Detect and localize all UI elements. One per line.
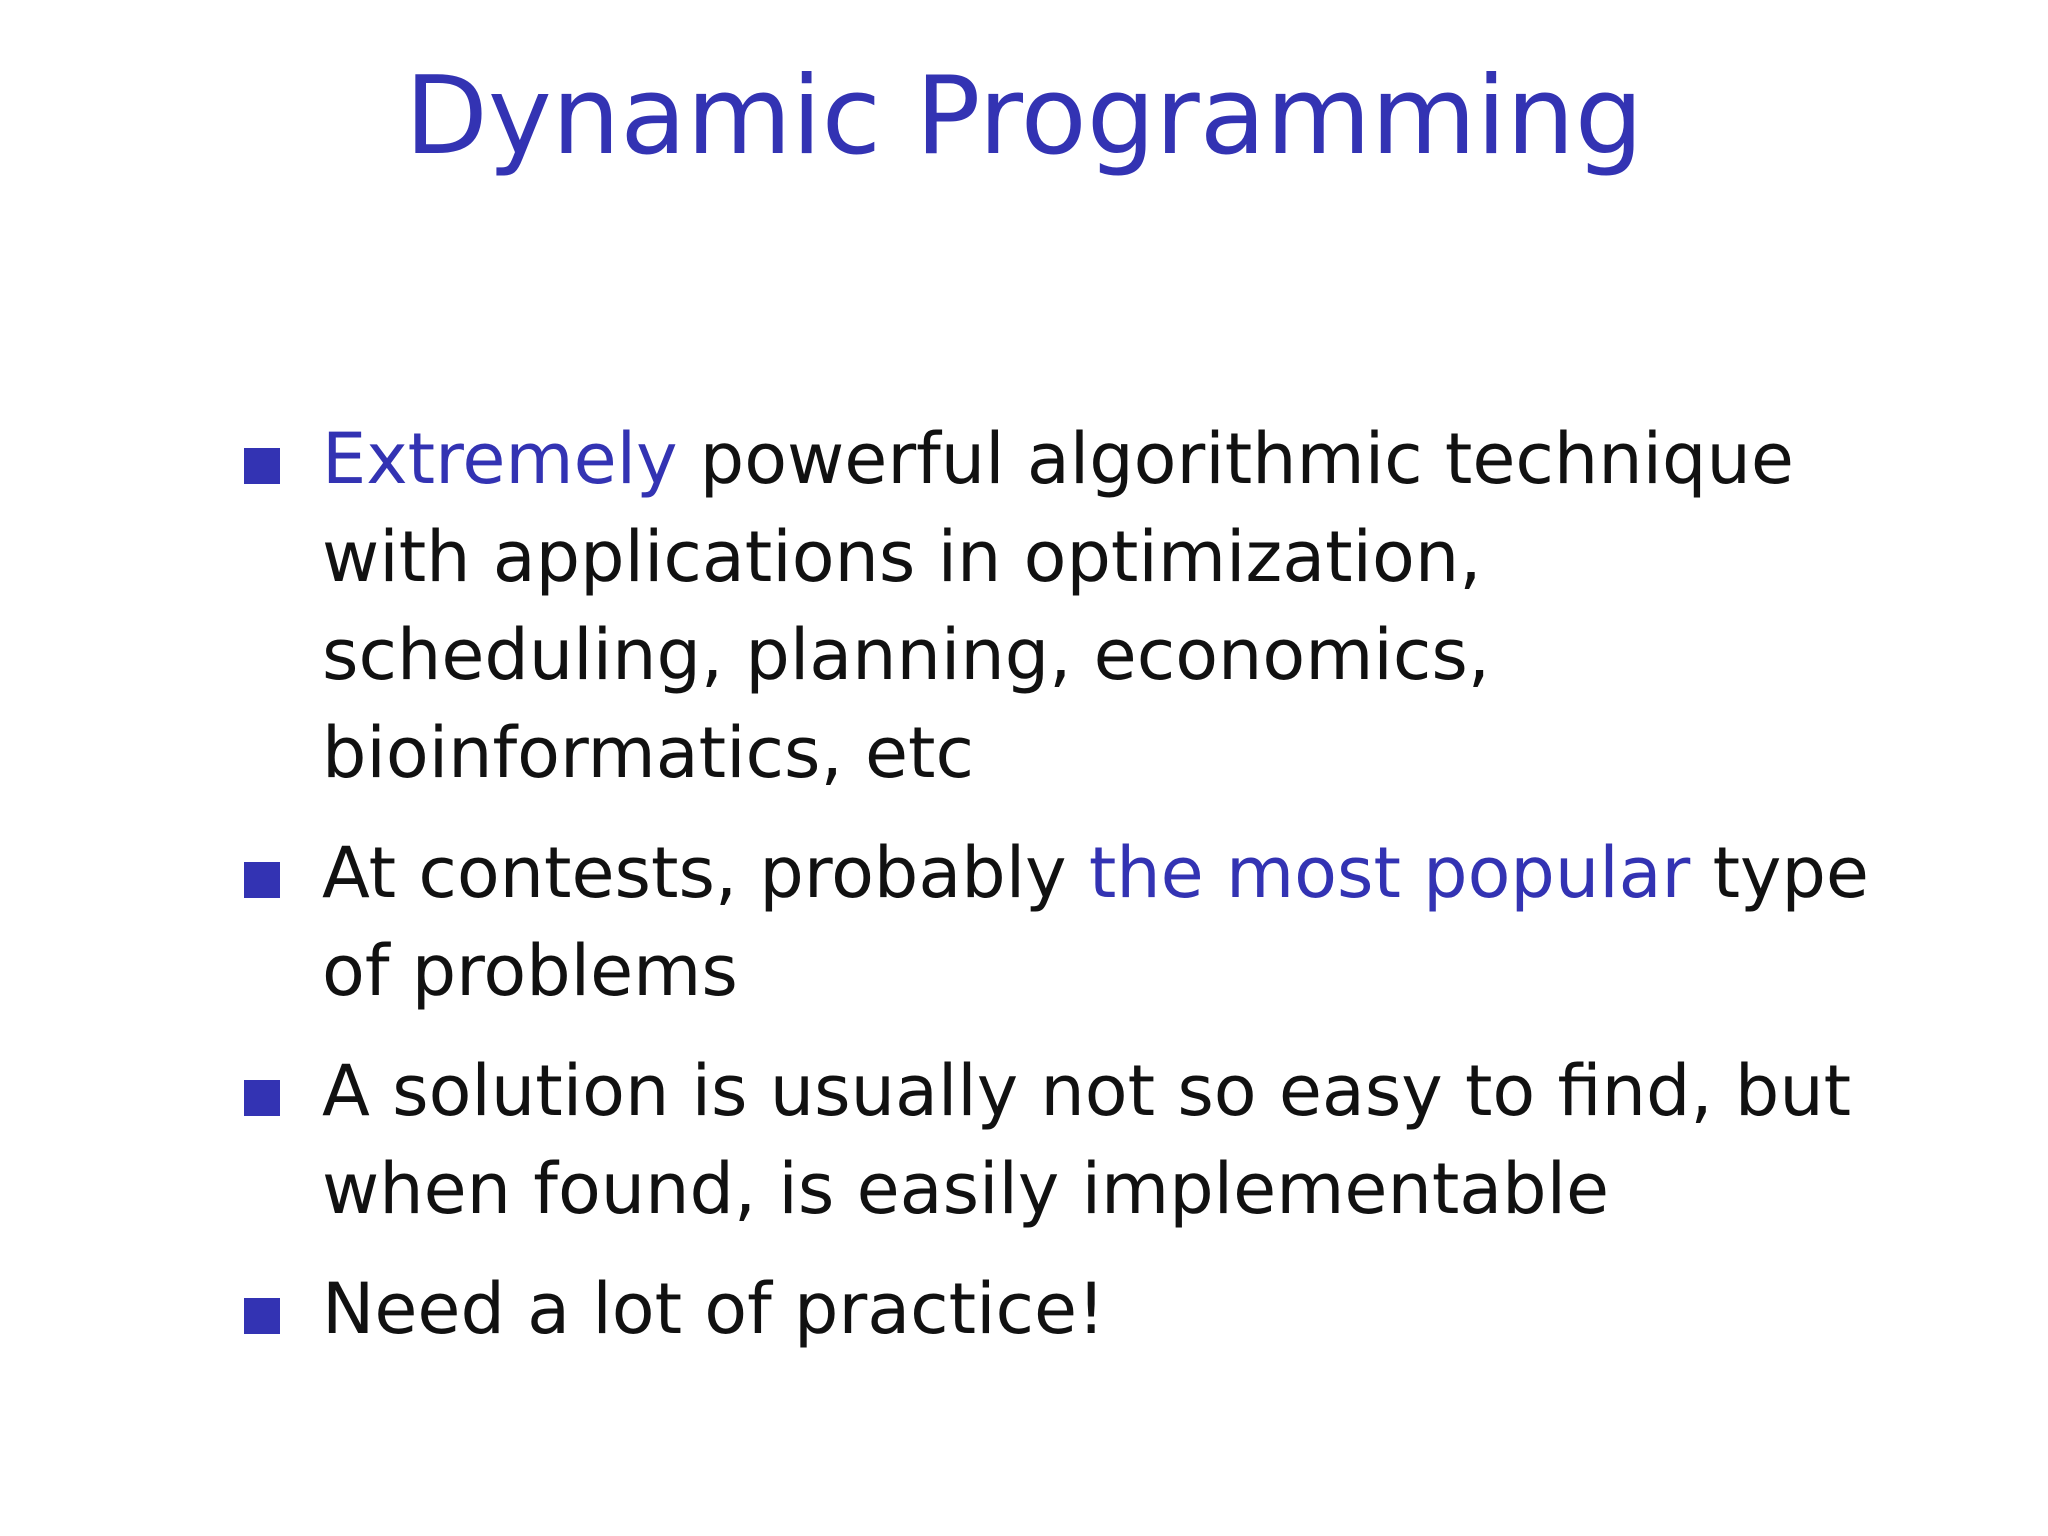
- bullet-text: A solution is usually not so easy to find, but when found, is easily implementable: [322, 1050, 1852, 1230]
- bullet-text: Need a lot of practice!: [322, 1268, 1106, 1350]
- bullet-text: powerful algorithmic technique with applications in optimization, scheduling, planning, economics, bioinformatics, etc: [322, 418, 1794, 794]
- slide-title: Dynamic Programming: [404, 54, 1644, 179]
- square-bullet-icon: [244, 1080, 280, 1116]
- square-bullet-icon: [244, 1298, 280, 1334]
- bullet-text: type of problems: [322, 832, 1869, 1012]
- bullet-highlight: the most popular: [1088, 832, 1691, 914]
- bullet-text: At contests, probably: [322, 832, 1089, 914]
- bullet-item-2: [244, 824, 1884, 1020]
- bullet-item-4: [244, 1260, 1884, 1358]
- bullet-item-3: [244, 1042, 1884, 1238]
- square-bullet-icon: [244, 862, 280, 898]
- bullet-highlight: Extremely: [322, 418, 678, 500]
- bullet-list: [244, 410, 1884, 1380]
- square-bullet-icon: [244, 448, 280, 484]
- bullet-item-1: [244, 410, 1884, 802]
